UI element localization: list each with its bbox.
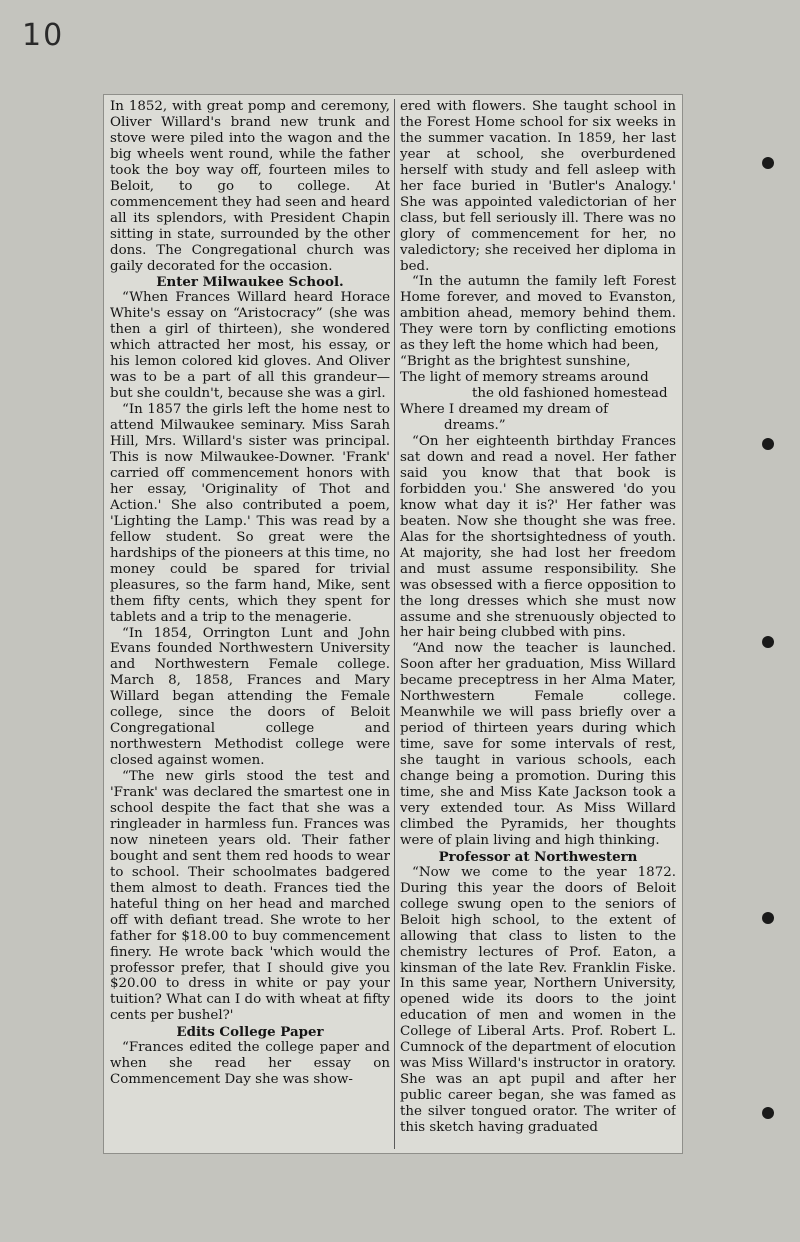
poem-quote: [400, 354, 676, 434]
paragraph: “In the autumn the family left Forest Home forever, and moved to Evanston, ambition ahead, memory behind them. They were torn by conflicting emotions as they left the home which had been,: [400, 274, 676, 354]
binder-hole: [762, 912, 774, 924]
binder-hole: [762, 438, 774, 450]
paragraph: “On her eighteenth birthday Frances sat down and read a novel. Her father said you know that that book is forbidden you.' She answered 'do you know what day it is?' Her father was beaten. Now she thought she was free. Alas for the shortsightedness of youth. At majority, she had lost her freedom and must assume responsibility. She was obsessed with a fierce opposition to the long dresses which she must now assume and she strenuously objected to her hair being clubbed with pins.: [400, 434, 676, 641]
paragraph: ered with flowers. She taught school in the Forest Home school for six weeks in the summer vacation. In 1859, her last year at school, she overburdened herself with study and fell asleep with her face buried in 'Butler's Analogy.' She was appointed valedictorian of her class, but fell seriously ill. There was no glory of commencement for her, no valedictory; she received her diploma in bed.: [400, 99, 676, 274]
poem-line: The light of memory streams around: [400, 370, 649, 386]
column-divider: [394, 99, 395, 1149]
binder-hole: [762, 157, 774, 169]
poem-line: the old fashioned homestead: [472, 386, 668, 402]
paragraph: In 1852, with great pomp and ceremony, Oliver Willard's brand new trunk and stove were piled into the wagon and the big wheels went round, while the father took the boy way off, fourteen miles to Beloit, to go to college. At commencement they had seen and heard all its splendors, with President Chapin sitting in state, surrounded by the other dons. The Congregational church was gaily decorated for the occasion.: [110, 99, 390, 274]
paragraph: “When Frances Willard heard Horace White's essay on “Aristocracy” (she was then a girl of thirteen), she wondered which attracted her most, his essay, or his lemon colored kid gloves. And Oliver was to be a part of all this grandeur—but she couldn't, because she was a girl.: [110, 290, 390, 402]
paragraph: “In 1854, Orrington Lunt and John Evans founded Northwestern University and Northwestern Female college. March 8, 1858, Frances and Mary Willard began attending the Female college, since the doors of Beloit Congregational college and northwestern Methodist college were closed against women.: [110, 625, 390, 769]
paragraph: “Now we come to the year 1872. During this year the doors of Beloit college swung open to the seniors of Beloit high school, to the extent of allowing that class to listen to the chemistry lectures of Prof. Eaton, a kinsman of the late Rev. Franklin Fiske. In this same year, Northern University, opened wide its doors to the joint education of men and women in the College of Liberal Arts. Prof. Robert L. Cumnock of the department of elocution was Miss Willard's instructor in oratory. She was an apt pupil and after her public career began, she was famed as the silver tongued orator. The writer of this sketch having graduated: [400, 864, 676, 1136]
page-number: 10: [22, 18, 65, 53]
binder-hole: [762, 636, 774, 648]
left-column: [110, 99, 390, 1149]
poem-line: Where I dreamed my dream of: [400, 402, 609, 418]
section-heading: Enter Milwaukee School.: [156, 274, 344, 291]
section-heading: Edits College Paper: [176, 1024, 324, 1041]
paragraph: “And now the teacher is launched. Soon after her graduation, Miss Willard became preceptress in her Alma Mater, Northwestern Female college. Meanwhile we will pass briefly over a period of thirteen years during which time, save for some intervals of rest, she taught in various schools, each change being a promotion. During this time, she and Miss Kate Jackson took a very extended tour. As Miss Willard climbed the Pyramids, her thoughts were of plain living and high thinking.: [400, 641, 676, 848]
paragraph: “In 1857 the girls left the home nest to attend Milwaukee seminary. Miss Sarah Hill, Mrs. Willard's sister was principal. This is now Milwaukee-Downer. 'Frank' carried off commencement honors with her essay, 'Originality of Thot and Action.' She also contributed a poem, 'Lighting the Lamp.' This was read by a fellow student. So great were the hardships of the pioneers at this time, no money could be spared for trivial pleasures, so the farm hand, Mike, sent them fifty cents, which they spent for tablets and a trip to the menagerie.: [110, 402, 390, 625]
right-column: [400, 99, 676, 1149]
section-heading: Professor at Northwestern: [438, 848, 638, 865]
poem-line: dreams.”: [444, 418, 506, 434]
poem-line: “Bright as the brightest sunshine,: [400, 354, 631, 370]
paragraph: “The new girls stood the test and 'Frank' was declared the smartest one in school despite the fact that she was a ringleader in harmless fun. Frances was now nineteen years old. Their father bought and sent them red hoods to wear to school. Their schoolmates badgered them almost to death. Frances tied the hateful thing on her head and marched off with defiant tread. She wrote to her father for $18.00 to buy commencement finery. He wrote back 'which would the professor prefer, that I should give you $20.00 to dress in white or pay your tuition? What can I do with wheat at fifty cents per bushel?': [110, 769, 390, 1024]
paragraph: “Frances edited the college paper and when she read her essay on Commencement Day she was show-: [110, 1040, 390, 1088]
newspaper-clipping: [104, 95, 682, 1153]
binder-hole: [762, 1107, 774, 1119]
